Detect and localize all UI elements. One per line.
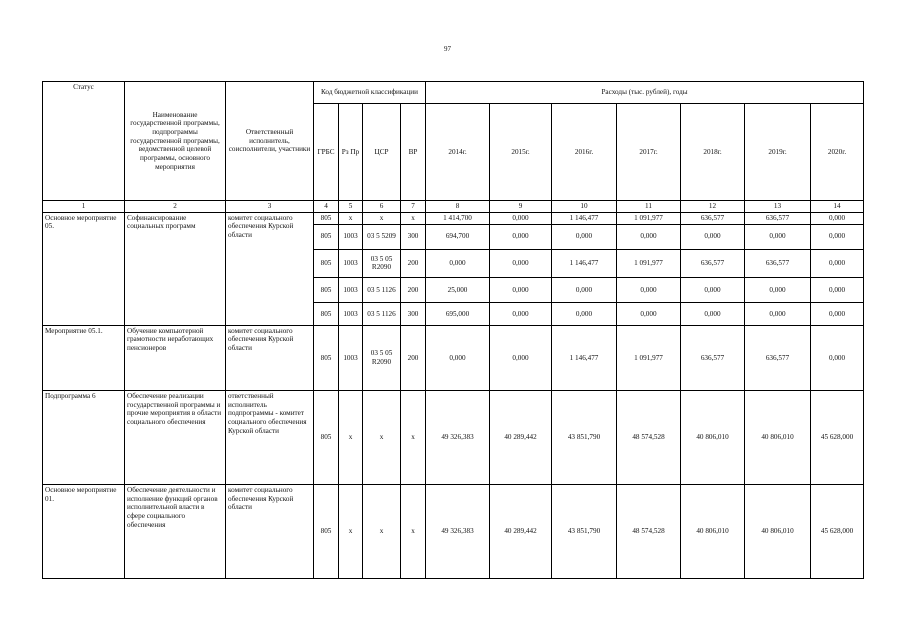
cell-expense: 0,000 (617, 303, 681, 325)
cell-expense: 48 574,528 (617, 391, 681, 485)
cell-grbs: 805 (314, 212, 339, 224)
cell-expense: 0,000 (426, 250, 490, 278)
header-name: Наименование государственной программы, подпрограммы государственной программы, ведомственной целевой программы, основного мероприятия (125, 82, 226, 201)
cell-csr: 03 5 05 R2090 (363, 250, 401, 278)
cell-expense: 49 326,383 (426, 391, 490, 485)
cell-expense: 49 326,383 (426, 484, 490, 578)
cell-expense: 0,000 (811, 277, 864, 303)
cell-grbs: 805 (314, 325, 339, 390)
cell-expense: 40 806,010 (745, 391, 811, 485)
cell-vr: 300 (401, 303, 426, 325)
cell-expense: 636,577 (681, 250, 745, 278)
cell-rzpr: x (339, 484, 363, 578)
column-number: 10 (552, 201, 617, 213)
cell-expense: 0,000 (811, 224, 864, 250)
column-number: 7 (401, 201, 426, 213)
cell-expense: 1 146,477 (552, 212, 617, 224)
cell-expense: 0,000 (552, 224, 617, 250)
row-executor: комитет социального обеспечения Курской области (226, 325, 314, 390)
row-executor: ответственный исполнитель подпрограммы - комитет социального обеспечения Курской области (226, 391, 314, 485)
cell-expense: 0,000 (811, 212, 864, 224)
cell-expense: 0,000 (426, 325, 490, 390)
column-number-row (43, 201, 864, 213)
cell-expense: 0,000 (617, 277, 681, 303)
header-vr: ВР (401, 104, 426, 201)
cell-grbs: 805 (314, 277, 339, 303)
cell-expense: 25,000 (426, 277, 490, 303)
cell-expense: 40 806,010 (745, 484, 811, 578)
cell-expense: 694,700 (426, 224, 490, 250)
header-executor: Ответственный исполнитель, соисполнители, участники (226, 82, 314, 201)
cell-expense: 48 574,528 (617, 484, 681, 578)
cell-expense: 43 851,790 (552, 391, 617, 485)
cell-expense: 1 146,477 (552, 250, 617, 278)
cell-rzpr: 1003 (339, 325, 363, 390)
row-status: Основное мероприятие 05. (43, 212, 125, 325)
cell-rzpr: 1003 (339, 224, 363, 250)
cell-grbs: 805 (314, 484, 339, 578)
cell-expense: 40 806,010 (681, 391, 745, 485)
budget-table (42, 81, 864, 579)
column-number: 4 (314, 201, 339, 213)
cell-csr: 03 5 5209 (363, 224, 401, 250)
table-row (43, 391, 864, 485)
column-number: 3 (226, 201, 314, 213)
cell-vr: 300 (401, 224, 426, 250)
cell-expense: 40 289,442 (490, 391, 552, 485)
column-number: 5 (339, 201, 363, 213)
cell-rzpr: 1003 (339, 250, 363, 278)
cell-vr: 200 (401, 325, 426, 390)
header-expenses: Расходы (тыс. рублей), годы (426, 82, 864, 104)
row-status: Подпрограмма 6 (43, 391, 125, 485)
cell-rzpr: x (339, 212, 363, 224)
cell-expense: 1 414,700 (426, 212, 490, 224)
table-row (43, 484, 864, 578)
cell-grbs: 805 (314, 250, 339, 278)
header-grbs: ГРБС (314, 104, 339, 201)
header-year: 2020г. (811, 104, 864, 201)
cell-expense: 43 851,790 (552, 484, 617, 578)
row-status: Основное мероприятие 01. (43, 484, 125, 578)
cell-grbs: 805 (314, 303, 339, 325)
cell-expense: 0,000 (745, 224, 811, 250)
column-number: 11 (617, 201, 681, 213)
header-csr: ЦСР (363, 104, 401, 201)
cell-rzpr: 1003 (339, 303, 363, 325)
cell-expense: 0,000 (490, 224, 552, 250)
column-number: 6 (363, 201, 401, 213)
cell-expense: 0,000 (490, 277, 552, 303)
column-number: 8 (426, 201, 490, 213)
cell-expense: 0,000 (490, 303, 552, 325)
cell-expense: 0,000 (745, 303, 811, 325)
cell-expense: 636,577 (681, 212, 745, 224)
cell-expense: 0,000 (681, 224, 745, 250)
header-year: 2019г. (745, 104, 811, 201)
row-name: Обеспечение деятельности и исполнение функций органов исполнительной власти в сфере социального обеспечения (125, 484, 226, 578)
cell-expense: 0,000 (811, 303, 864, 325)
cell-expense: 0,000 (552, 303, 617, 325)
row-name: Софинансирование социальных программ (125, 212, 226, 325)
header-budget-code: Код бюджетной классификации (314, 82, 426, 104)
cell-expense: 1 091,977 (617, 325, 681, 390)
cell-vr: 200 (401, 250, 426, 278)
cell-expense: 40 289,442 (490, 484, 552, 578)
cell-vr: x (401, 212, 426, 224)
row-executor: комитет социального обеспечения Курской области (226, 212, 314, 325)
cell-expense: 636,577 (745, 250, 811, 278)
cell-csr: x (363, 212, 401, 224)
cell-expense: 695,000 (426, 303, 490, 325)
cell-expense: 0,000 (552, 277, 617, 303)
cell-expense: 0,000 (811, 325, 864, 390)
header-year: 2017г. (617, 104, 681, 201)
table-row (43, 212, 864, 224)
cell-csr: x (363, 484, 401, 578)
cell-vr: 200 (401, 277, 426, 303)
cell-grbs: 805 (314, 224, 339, 250)
cell-expense: 636,577 (681, 325, 745, 390)
header-year: 2015г. (490, 104, 552, 201)
column-number: 14 (811, 201, 864, 213)
header-status: Статус (43, 82, 125, 201)
column-number: 9 (490, 201, 552, 213)
cell-expense: 0,000 (490, 250, 552, 278)
table-row (43, 325, 864, 390)
row-name: Обеспечение реализации государственной программы и прочие мероприятия в области социального обеспечения (125, 391, 226, 485)
cell-expense: 0,000 (681, 277, 745, 303)
cell-expense: 636,577 (745, 325, 811, 390)
cell-expense: 40 806,010 (681, 484, 745, 578)
row-name: Обучение компьютерной грамотности неработающих пенсионеров (125, 325, 226, 390)
cell-csr: 03 5 05 R2090 (363, 325, 401, 390)
header-year: 2016г. (552, 104, 617, 201)
column-number: 2 (125, 201, 226, 213)
cell-grbs: 805 (314, 391, 339, 485)
cell-expense: 1 091,977 (617, 250, 681, 278)
column-number: 12 (681, 201, 745, 213)
column-number: 13 (745, 201, 811, 213)
page-number: 97 (444, 45, 451, 53)
cell-rzpr: x (339, 391, 363, 485)
cell-csr: x (363, 391, 401, 485)
column-number: 1 (43, 201, 125, 213)
cell-expense: 636,577 (745, 212, 811, 224)
header-year: 2014г. (426, 104, 490, 201)
cell-expense: 0,000 (490, 212, 552, 224)
cell-expense: 1 146,477 (552, 325, 617, 390)
header-rzpr: Рз Пр (339, 104, 363, 201)
cell-vr: x (401, 391, 426, 485)
cell-rzpr: 1003 (339, 277, 363, 303)
row-status: Мероприятие 05.1. (43, 325, 125, 390)
cell-expense: 0,000 (811, 250, 864, 278)
cell-vr: x (401, 484, 426, 578)
cell-csr: 03 5 1126 (363, 277, 401, 303)
cell-expense: 45 628,000 (811, 391, 864, 485)
cell-expense: 45 628,000 (811, 484, 864, 578)
cell-expense: 0,000 (745, 277, 811, 303)
header-year: 2018г. (681, 104, 745, 201)
cell-csr: 03 5 1126 (363, 303, 401, 325)
cell-expense: 1 091,977 (617, 212, 681, 224)
cell-expense: 0,000 (490, 325, 552, 390)
row-executor: комитет социального обеспечения Курской области (226, 484, 314, 578)
cell-expense: 0,000 (617, 224, 681, 250)
cell-expense: 0,000 (681, 303, 745, 325)
